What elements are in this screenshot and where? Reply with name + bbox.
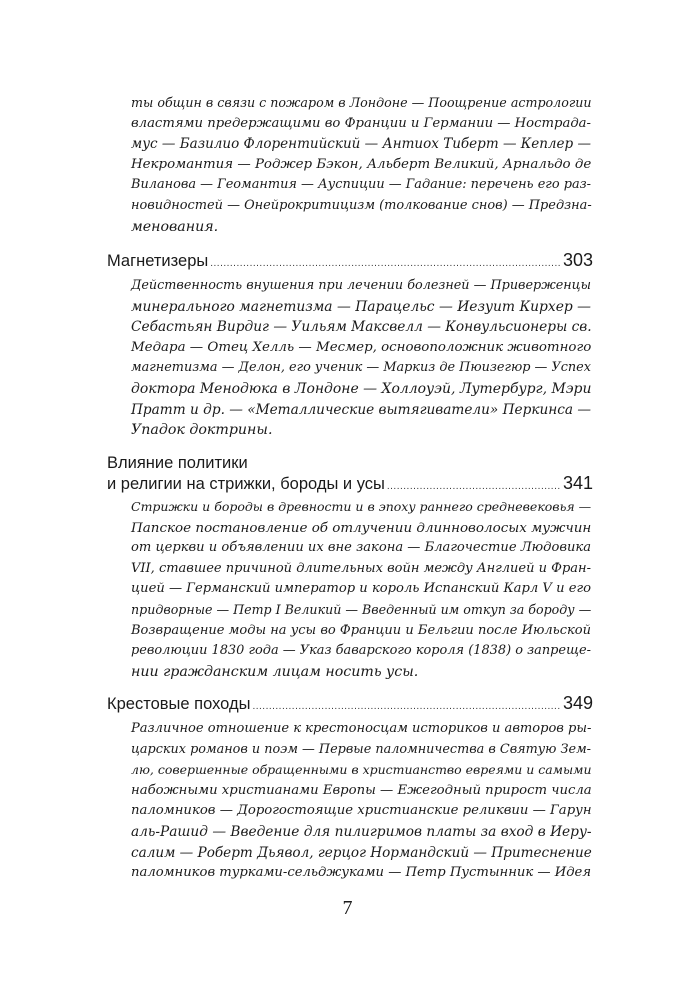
summary-magnetizers: [131, 276, 591, 441]
toc-entry-title-line2: и религии на стрижки, бороды и усы: [107, 475, 385, 493]
summary-crusades: [131, 719, 591, 884]
toc-entry-row: [107, 473, 593, 497]
summary-line: лю, совершенные обращенными в христианство евреями и самыми: [131, 762, 592, 778]
summary-politics-beards: [131, 497, 591, 682]
summary-line: Упадок доктрины.: [131, 422, 273, 439]
summary-line: ты общин в связи с пожаром в Лондоне — Поощрение астрологии: [131, 95, 592, 110]
summary-line: Различное отношение к крестоносцам историков и авторов ры-: [131, 721, 592, 736]
summary-line: новидностей — Онейрокритицизм (толкование снов) — Предзна-: [131, 197, 592, 213]
summary-line: революции 1830 года — Указ баварского короля (1838) о запреще-: [131, 643, 591, 659]
summary-line: мус — Базилио Флорентийский — Антиох Тиберт — Кеплер —: [131, 136, 591, 153]
summary-line: Виланова — Геомантия — Ауспиции — Гадание: перечень его раз-: [131, 177, 591, 193]
summary-line: нии гражданским лицам носить усы.: [131, 663, 419, 680]
summary-line: властями предержащими во Франции и Германии — Нострада-: [131, 115, 591, 131]
section-continued-summary: [131, 93, 591, 237]
summary-line: магнетизма — Делон, его ученик — Маркиз де Пюизегюр — Успех: [131, 360, 591, 376]
summary-line: придворные — Петр I Великий — Введенный им откуп за бороду —: [131, 601, 592, 617]
summary-line: царских романов и поэм — Первые паломничества в Святую Зем-: [131, 741, 591, 757]
dot-leader: [252, 697, 561, 717]
summary-line: менования.: [131, 218, 219, 235]
summary-line: VII, ставшее причиной длительных войн между Англией и Фран-: [131, 560, 591, 576]
summary-line: Себастьян Вирдиг — Уильям Максвелл — Конвульсионеры св.: [131, 319, 592, 336]
summary-line: минерального магнетизма — Парацельс — Иезуит Кирхер —: [131, 298, 591, 315]
dot-leader: [210, 254, 561, 274]
toc-entry-page-number: 303: [562, 250, 593, 270]
summary-line: от церкви и объявлении их вне закона — Благочестие Людовика: [131, 540, 591, 556]
toc-entry-title: Крестовые походы: [107, 695, 251, 713]
toc-entry-magnetizers[interactable]: [107, 250, 593, 274]
summary-line: паломников турками-сельджуками — Петр Пустынник — Идея: [131, 865, 592, 881]
page-number: 7: [342, 897, 353, 919]
summary-line: аль-Рашид — Введение для пилигримов платы за вход в Иеру-: [131, 823, 592, 840]
toc-entry-title: Магнетизеры: [107, 252, 209, 270]
summary-line: цией — Германский император и король Испанский Карл V и его: [131, 581, 591, 597]
toc-entry-row: [107, 250, 593, 274]
toc-entry-politics-beards[interactable]: [107, 453, 593, 497]
toc-entry-crusades[interactable]: [107, 693, 593, 717]
toc-entry-row: [107, 693, 593, 717]
summary-line: набожными христианами Европы — Ежегодный прирост числа: [131, 782, 592, 798]
summary-line: Папское постановление об отлучении длинноволосых мужчин: [131, 519, 592, 536]
toc-entry-title-line1-row: [107, 453, 593, 473]
summary-line: паломников — Дорогостоящие христианские реликвии — Гарун: [131, 803, 592, 819]
toc-entry-title-line1: Влияние политики: [107, 454, 248, 472]
summary-line: салим — Роберт Дьявол, герцог Нормандский — Притеснение: [131, 844, 592, 861]
toc-entry-page-number: 349: [562, 693, 593, 713]
dot-leader: [387, 477, 561, 497]
summary-line: доктора Менодюка в Лондоне — Холлоуэй, Лутербург, Мэри: [131, 380, 592, 397]
summary-line: Возвращение моды на усы во Франции и Бельгии после Июльской: [131, 622, 591, 638]
summary-line: Некромантия — Роджер Бэкон, Альберт Великий, Арнальдо де: [131, 156, 592, 172]
summary-line: Действенность внушения при лечении болезней — Приверженцы: [131, 278, 591, 293]
toc-entry-page-number: 341: [562, 473, 593, 493]
summary-line: Медара — Отец Хелль — Месмер, основоположник животного: [131, 339, 592, 355]
summary-line: Пратт и др. — «Металлические вытягиватели» Перкинса —: [131, 401, 592, 418]
summary-line: Стрижки и бороды в древности и в эпоху раннего средневековья —: [131, 499, 592, 514]
